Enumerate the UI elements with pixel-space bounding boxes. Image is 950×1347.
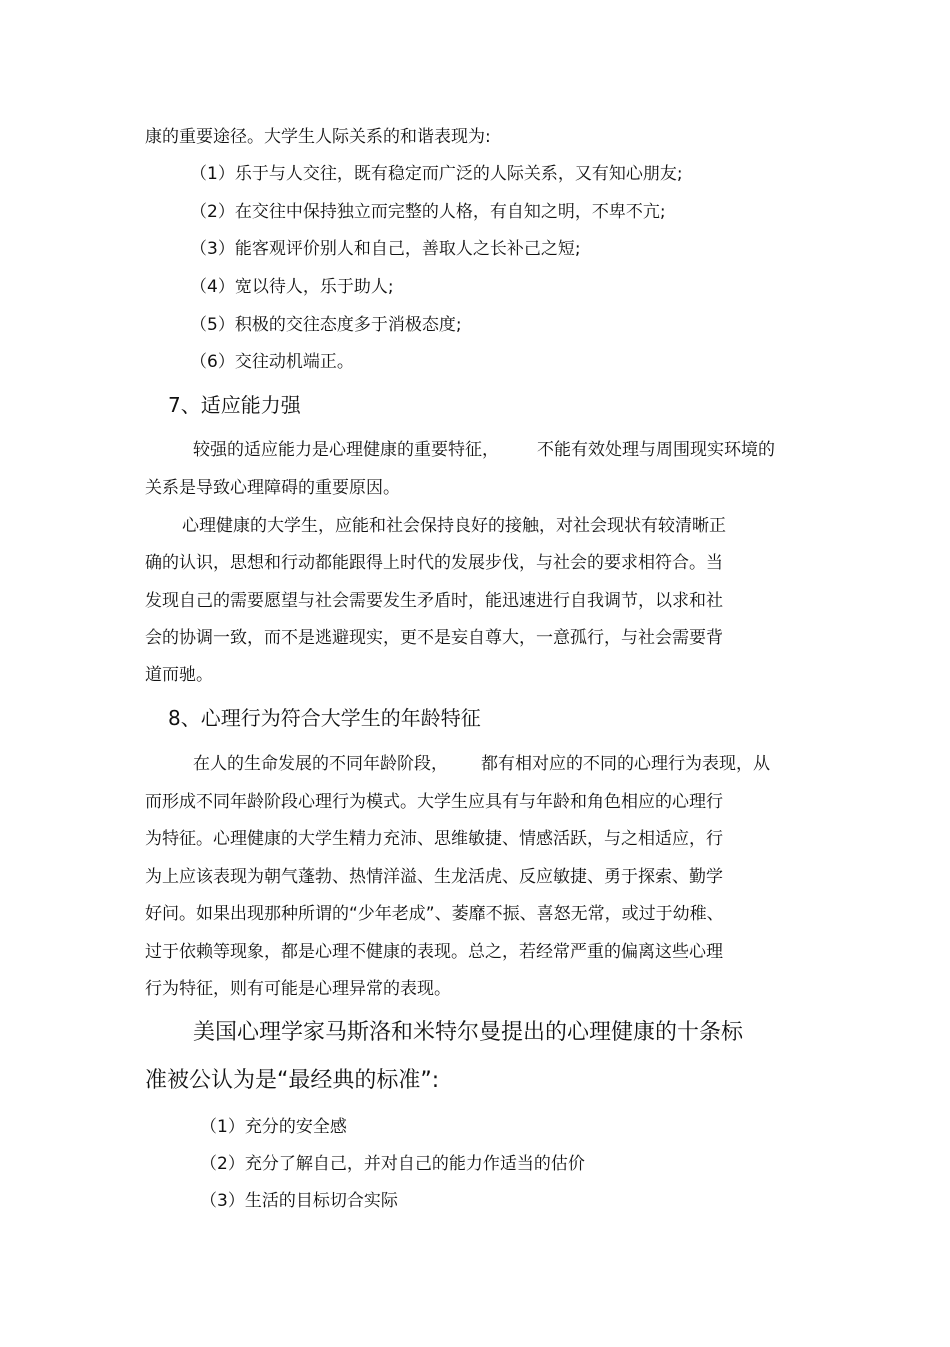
- section-7-p2-line4: 会的协调一致，而不是逃避现实，更不是妄自尊大，一意孤行，与社会需要背: [145, 628, 723, 648]
- harmony-item-2: （2）在交往中保持独立而完整的人格，有自知之明，不卑不亢;: [190, 202, 666, 222]
- section-7-p1-line1a: 较强的适应能力是心理健康的重要特征，: [193, 440, 499, 460]
- section-8-line6: 过于依赖等现象，都是心理不健康的表现。总之，若经常严重的偏离这些心理: [145, 942, 723, 962]
- section-8-line7: 行为特征，则有可能是心理异常的表现。: [145, 979, 451, 999]
- section-7-p1-line2: 关系是导致心理障碍的重要原因。: [145, 478, 400, 498]
- section-7-p2-line1: 心理健康的大学生，应能和社会保持良好的接触，对社会现状有较清晰正: [182, 516, 726, 536]
- section-8-line3: 为特征。心理健康的大学生精力充沛、思维敏捷、情感活跃，与之相适应，行: [145, 829, 723, 849]
- section-7-p1-line1b: 不能有效处理与周围现实环境的: [537, 440, 775, 460]
- harmony-item-3: （3）能客观评价别人和自己，善取人之长补己之短;: [190, 239, 581, 259]
- section-8-heading: 8、心理行为符合大学生的年龄特征: [168, 706, 481, 730]
- maslow-intro-line2: 准被公认为是“最经典的标准”:: [145, 1068, 440, 1093]
- section-8-line1b: 都有相对应的不同的心理行为表现，从: [481, 754, 770, 774]
- harmony-item-6: （6）交往动机端正。: [190, 352, 354, 372]
- maslow-item-1: （1）充分的安全感: [200, 1117, 347, 1137]
- section-7-p2-line5: 道而驰。: [145, 665, 213, 685]
- section-8-line5: 好问。如果出现那种所谓的“少年老成”、萎靡不振、喜怒无常，或过于幼稚、: [145, 904, 724, 924]
- harmony-item-5: （5）积极的交往态度多于消极态度;: [190, 315, 462, 335]
- harmony-item-4: （4）宽以待人，乐于助人;: [190, 277, 394, 297]
- harmony-item-1: （1）乐于与人交往，既有稳定而广泛的人际关系，又有知心朋友;: [190, 164, 683, 184]
- maslow-intro-line1: 美国心理学家马斯洛和米特尔曼提出的心理健康的十条标: [193, 1020, 744, 1045]
- section-8-line4: 为上应该表现为朝气蓬勃、热情洋溢、生龙活虎、反应敏捷、勇于探索、勤学: [145, 867, 723, 887]
- section-8-line1a: 在人的生命发展的不同年龄阶段，: [193, 754, 448, 774]
- intro-line: 康的重要途径。大学生人际关系的和谐表现为:: [145, 127, 491, 147]
- section-8-line2: 而形成不同年龄阶段心理行为模式。大学生应具有与年龄和角色相应的心理行: [145, 792, 723, 812]
- section-7-p2-line3: 发现自己的需要愿望与社会需要发生矛盾时，能迅速进行自我调节，以求和社: [145, 591, 723, 611]
- maslow-item-3: （3）生活的目标切合实际: [200, 1191, 398, 1211]
- maslow-item-2: （2）充分了解自己，并对自己的能力作适当的估价: [200, 1154, 585, 1174]
- section-7-heading: 7、适应能力强: [168, 393, 301, 417]
- section-7-p2-line2: 确的认识，思想和行动都能跟得上时代的发展步伐，与社会的要求相符合。当: [145, 553, 723, 573]
